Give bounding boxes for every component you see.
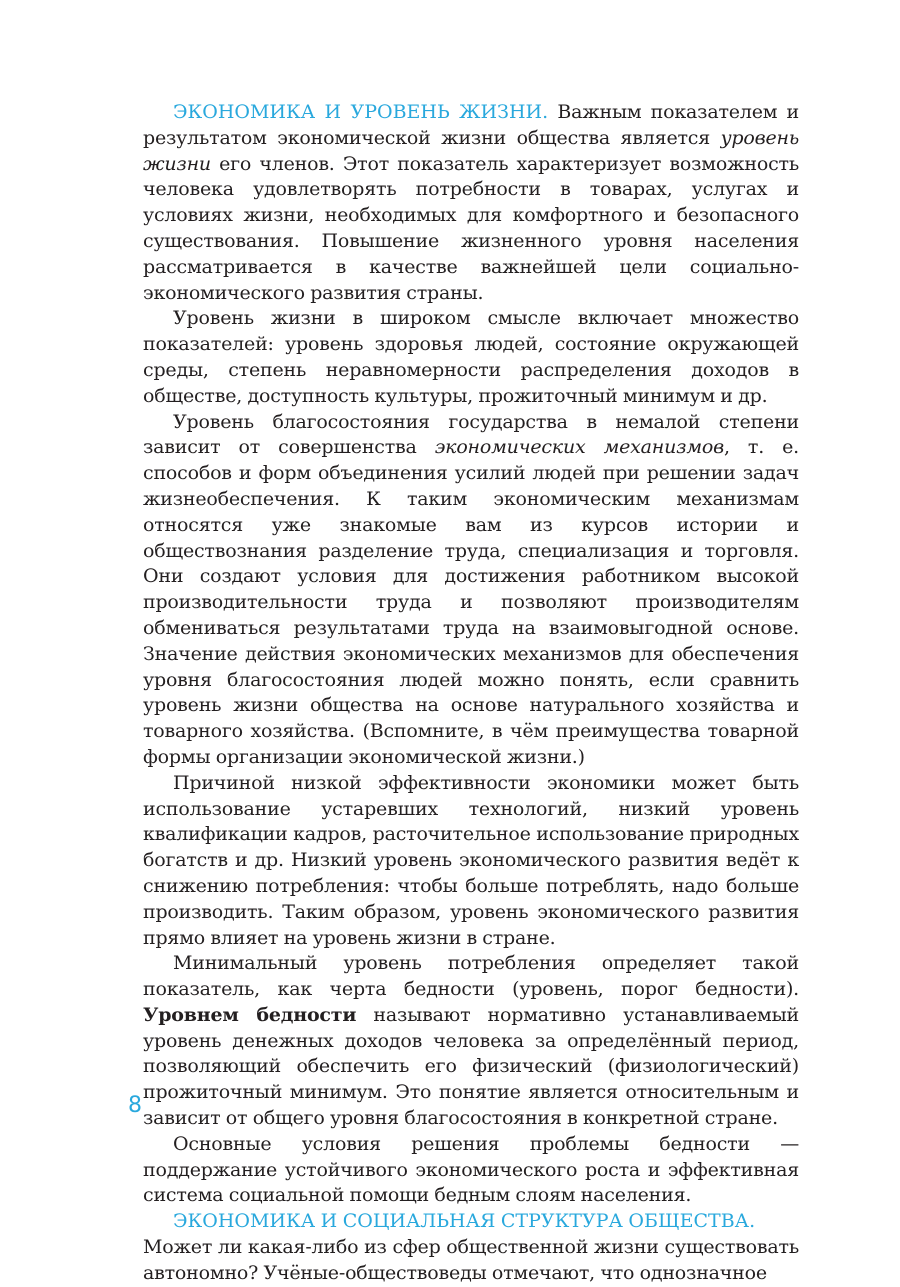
paragraph-economic-mechanisms — [143, 410, 799, 771]
page-body — [143, 100, 799, 1287]
section-heading-economy-and-living-standard: ЭКОНОМИКА И УРОВЕНЬ ЖИЗНИ. — [173, 101, 549, 123]
paragraph-text: называют нормативно устанавливаемый уровень денежных доходов человека за определённый период, позволяющий обеспечить его физический (физиологический) прожиточный минимум. Это понятие является относительным и зависит от общего уровня благосостояния в конкретной стране. — [143, 1003, 799, 1130]
section-heading-economy-and-social-structure: ЭКОНОМИКА И СОЦИАЛЬНАЯ СТРУКТУРА ОБЩЕСТВА. — [173, 1210, 756, 1233]
paragraph-text: Минимальный уровень потребления определяет такой показатель, как черта бедности (уровень, порог бедности). — [143, 952, 799, 1001]
paragraph-text: его членов. Этот показатель характеризует возможность человека удовлетворять потребности в товарах, услугах и условиях жизни, необходимых для комфортного и безопасного существования. Повышение жизненного уровня населения рассматривается в качестве важнейшей цели социально-экономического развития страны. — [143, 152, 799, 304]
paragraph-text: Причиной низкой эффективности экономики может быть использование устаревших технологий, низкий уровень квалификации кадров, расточительное использование природных богатств и др. Низкий уровень экономического развития ведёт к снижению потребления: чтобы больше потреблять, надо больше производить. Таким образом, уровень экономического развития прямо влияет на уровень жизни в стране. — [143, 771, 799, 949]
paragraph-poverty-solutions — [143, 1132, 799, 1209]
section-heading-economy-and-social-structure-line — [143, 1209, 799, 1235]
italic-term: уровень жизни — [143, 126, 799, 175]
paragraph-social-structure-start — [143, 1235, 799, 1287]
paragraph-text: Уровень жизни в широком смысле включает множество показателей: уровень здоровья людей, состояние окружающей среды, степень неравномерности распределения доходов в обществе, доступность культуры, прожиточный минимум и др. — [143, 307, 799, 407]
page-number: 8 — [128, 1093, 142, 1118]
paragraph-poverty-line — [143, 951, 799, 1132]
paragraph-living-standard-intro — [143, 100, 799, 306]
paragraph-text: Уровень благосостояния государства в немалой степени зависит от совершенства — [143, 410, 799, 459]
paragraph-text: Основные условия решения проблемы бедности — поддержание устойчивого экономического роста и эффективная система социальной помощи бедным слоям населения. — [143, 1132, 799, 1207]
paragraph-text: Важным показателем и результатом экономической жизни общества является — [143, 101, 800, 149]
paragraph-text: Может ли какая-либо из сфер общественной жизни существовать автономно? Учёные-обществоведы отмечают, что однозначное — [143, 1236, 799, 1284]
bold-term: Уровнем бедности — [143, 1003, 357, 1026]
paragraph-text: , т. е. способов и форм объединения усилий людей при решении задач жизнеобеспечения. К таким экономическим механизмам относятся уже знакомые вам из курсов истории и обществознания разделение труда, специализация и торговля. Они создают условия для достижения работником высокой производительности труда и позволяют производителям обмениваться результатами труда на взаимовыгодной основе. Значение действия экономических механизмов для обеспечения уровня благосостояния людей можно понять, если сравнить уровень жизни общества на основе натурального хозяйства и товарного хозяйства. (Вспомните, в чём преимущества товарной формы организации экономической жизни.) — [143, 436, 799, 768]
italic-term: экономических механизмов — [434, 436, 724, 459]
paragraph-low-efficiency — [143, 771, 799, 952]
paragraph-living-standard-indicators — [143, 306, 799, 409]
